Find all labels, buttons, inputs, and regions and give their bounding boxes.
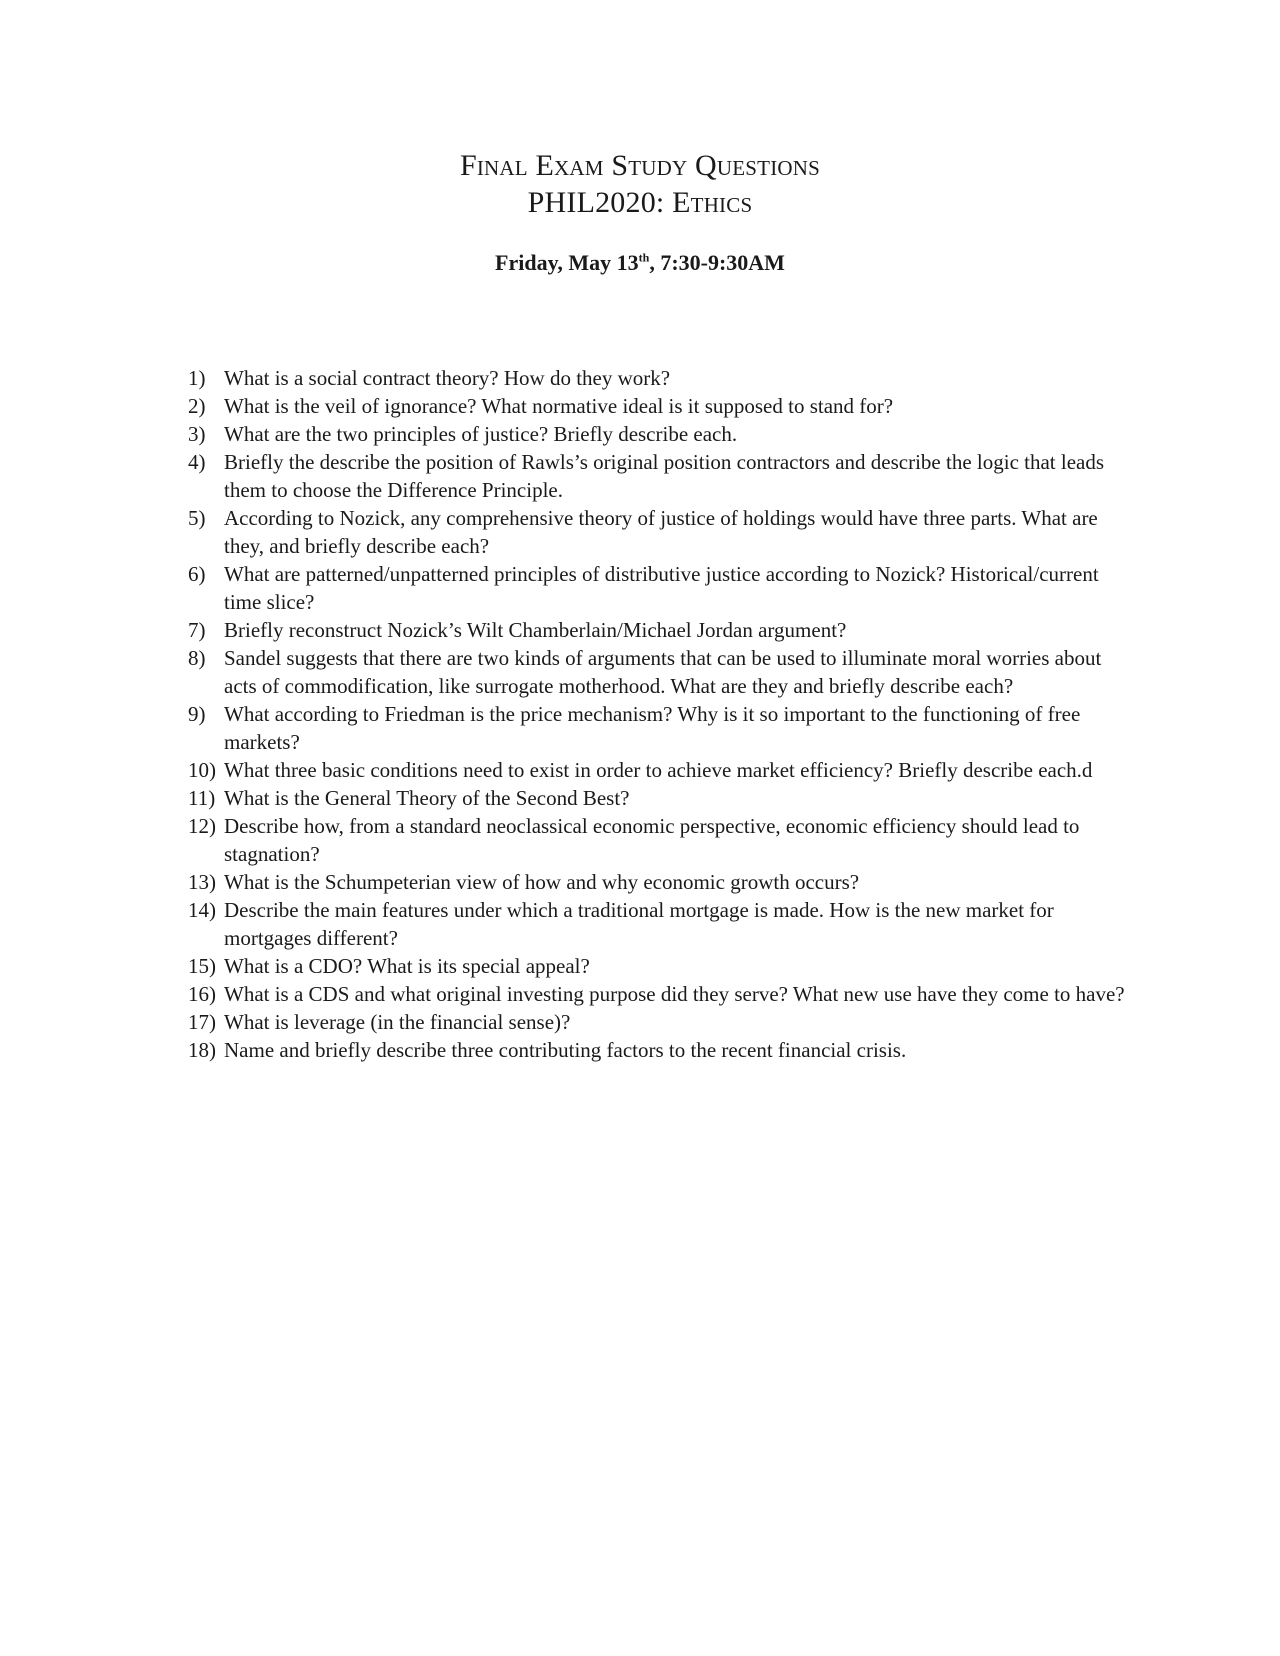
title-block [0, 147, 1280, 221]
question-item [188, 448, 1128, 504]
question-number: 15) [188, 954, 216, 978]
question-item [188, 504, 1128, 560]
question-text: What is the General Theory of the Second Best? [224, 786, 630, 810]
question-number: 2) [188, 394, 206, 418]
question-number: 17) [188, 1010, 216, 1034]
question-number: 18) [188, 1038, 216, 1062]
question-text: What is a CDS and what original investing purpose did they serve? What new use have they come to have? [224, 982, 1125, 1006]
question-number: 3) [188, 422, 206, 446]
question-item [188, 644, 1128, 700]
question-number: 4) [188, 450, 206, 474]
question-number: 6) [188, 562, 206, 586]
question-number: 1) [188, 366, 206, 390]
question-item [188, 560, 1128, 616]
question-number: 8) [188, 646, 206, 670]
question-text: What are the two principles of justice? Briefly describe each. [224, 422, 738, 446]
question-item [188, 868, 1128, 896]
question-item [188, 392, 1128, 420]
question-item [188, 420, 1128, 448]
exam-date-prefix: Friday, May 13 [495, 250, 639, 275]
question-number: 14) [188, 898, 216, 922]
question-text: What is the Schumpeterian view of how and why economic growth occurs? [224, 870, 860, 894]
question-item [188, 756, 1128, 784]
question-text: What is the veil of ignorance? What normative ideal is it supposed to stand for? [224, 394, 894, 418]
question-text: According to Nozick, any comprehensive theory of justice of holdings would have three parts. What are they, and briefly describe each? [224, 506, 1098, 558]
question-item [188, 1008, 1128, 1036]
question-text: What is a CDO? What is its special appeal? [224, 954, 590, 978]
question-number: 7) [188, 618, 206, 642]
question-text: What according to Friedman is the price mechanism? Why is it so important to the functioning of free markets? [224, 702, 1081, 754]
question-number: 16) [188, 982, 216, 1006]
question-number: 11) [188, 786, 216, 810]
question-item [188, 896, 1128, 952]
question-text: What is a social contract theory? How do they work? [224, 366, 671, 390]
question-number: 10) [188, 758, 216, 782]
question-text: What three basic conditions need to exist in order to achieve market efficiency? Briefly describe each.d [224, 758, 1093, 782]
question-item [188, 784, 1128, 812]
question-list [188, 364, 1128, 1064]
document-title: Final Exam Study Questions [459, 149, 821, 182]
exam-date [0, 250, 1280, 276]
course-title: PHIL2020: Ethics [527, 186, 753, 219]
exam-date-ordinal: th [638, 250, 650, 265]
question-text: Describe how, from a standard neoclassical economic perspective, economic efficiency should lead to stagnation? [224, 814, 1080, 866]
question-number: 12) [188, 814, 216, 838]
question-text: Briefly the describe the position of Rawls’s original position contractors and describe the logic that leads them to choose the Difference Principle. [224, 450, 1105, 502]
question-item [188, 1036, 1128, 1064]
exam-date-time: , 7:30-9:30AM [649, 250, 785, 275]
question-item [188, 952, 1128, 980]
question-number: 13) [188, 870, 216, 894]
question-text: What are patterned/unpatterned principles of distributive justice according to Nozick? Historical/current time slice? [224, 562, 1099, 614]
question-text: Briefly reconstruct Nozick’s Wilt Chamberlain/Michael Jordan argument? [224, 618, 847, 642]
question-item [188, 812, 1128, 868]
question-text: What is leverage (in the financial sense)? [224, 1010, 571, 1034]
question-text: Name and briefly describe three contributing factors to the recent financial crisis. [224, 1038, 907, 1062]
question-item [188, 700, 1128, 756]
question-item [188, 616, 1128, 644]
question-item [188, 364, 1128, 392]
question-number: 9) [188, 702, 206, 726]
question-number: 5) [188, 506, 206, 530]
question-text: Sandel suggests that there are two kinds of arguments that can be used to illuminate moral worries about acts of commodification, like surrogate motherhood. What are they and briefly describe each? [224, 646, 1102, 698]
question-item [188, 980, 1128, 1008]
question-text: Describe the main features under which a traditional mortgage is made. How is the new market for mortgages different? [224, 898, 1054, 950]
